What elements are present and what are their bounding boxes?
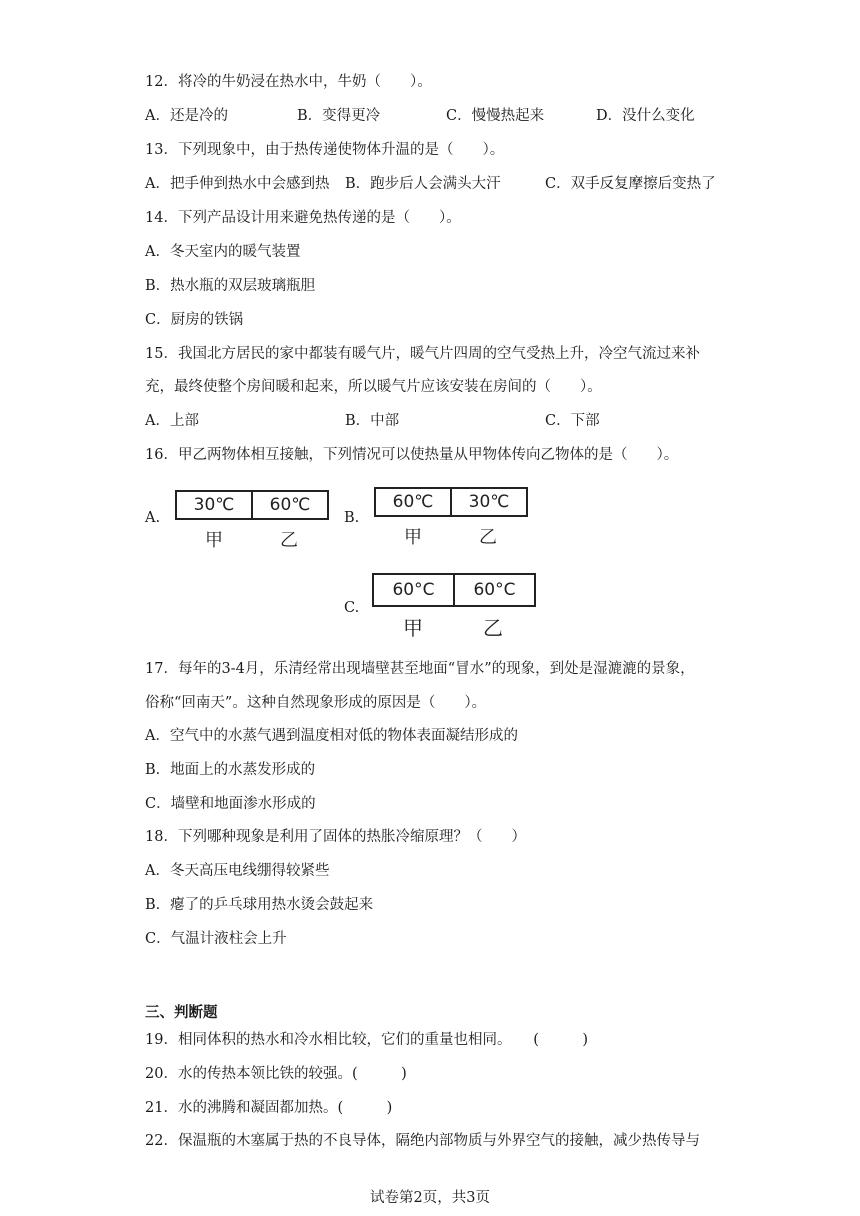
figure-b-label: B. (344, 510, 360, 526)
figure-c-right-temp: 60°C (453, 575, 534, 605)
question-21: 21．水的沸腾和凝固都加热。( ) (145, 1100, 393, 1116)
question-14-option-c: C．厨房的铁锅 (145, 312, 244, 328)
question-12-stem: 12．将冷的牛奶浸在热水中，牛奶（ ）。 (145, 74, 432, 90)
question-15-option-c: C．下部 (545, 413, 600, 429)
question-17-option-c: C．墙壁和地面渗水形成的 (145, 796, 316, 812)
question-14-stem: 14．下列产品设计用来避免热传递的是（ ）。 (145, 210, 461, 226)
question-16-stem: 16．甲乙两物体相互接触，下列情况可以使热量从甲物体传向乙物体的是（ ）。 (145, 447, 679, 463)
figure-c-box (372, 573, 536, 607)
figure-c-left-temp: 60°C (392, 580, 435, 600)
figure-a-left-name: 甲 (205, 530, 223, 551)
question-15-stem-line-1: 15．我国北方居民的家中都装有暖气片，暖气片四周的空气受热上升，冷空气流过来补 (145, 346, 700, 362)
figure-a-label: A. (145, 510, 161, 526)
question-19: 19．相同体积的热水和冷水相比较，它们的重量也相同。 ( ) (145, 1032, 589, 1048)
figure-b-right-temp: 30℃ (450, 489, 526, 515)
figure-b-left-temp: 60℃ (392, 492, 434, 512)
figure-b-box (374, 487, 528, 517)
question-18-option-b: B．瘪了的乒乓球用热水烫会鼓起来 (145, 897, 374, 913)
page-footer: 试卷第2页，共3页 (370, 1190, 490, 1206)
question-22-line-1: 22．保温瓶的木塞属于热的不良导体，隔绝内部物质与外界空气的接触，减少热传导与 (145, 1133, 700, 1149)
question-17-stem-line-2: 俗称“回南天”。这种自然现象形成的原因是（ ）。 (145, 695, 487, 711)
question-17-option-a: A．空气中的水蒸气遇到温度相对低的物体表面凝结形成的 (145, 728, 518, 744)
figure-c-label: C. (344, 600, 360, 616)
figure-a-right-name: 乙 (280, 530, 298, 551)
question-18-option-c: C．气温计液柱会上升 (145, 931, 287, 947)
question-12-option-b: B．变得更冷 (297, 108, 381, 124)
figure-a-left-temp: 30℃ (193, 495, 235, 515)
question-12-option-d: D．没什么变化 (596, 108, 695, 124)
question-14-option-a: A．冬天室内的暖气装置 (145, 244, 301, 260)
figure-c-left-name: 甲 (403, 616, 423, 640)
question-13-option-a: A．把手伸到热水中会感到热 (145, 176, 330, 192)
question-12-option-c: C．慢慢热起来 (446, 108, 545, 124)
section-3-title: 三、判断题 (145, 1005, 218, 1021)
figure-c-right-name: 乙 (483, 616, 503, 640)
figure-b-left-name: 甲 (404, 527, 422, 548)
question-18-option-a: A．冬天高压电线绷得较紧些 (145, 863, 330, 879)
figure-a-right-temp: 60℃ (251, 492, 327, 518)
question-17-option-b: B．地面上的水蒸发形成的 (145, 762, 316, 778)
question-13-option-c: C．双手反复摩擦后变热了 (545, 176, 716, 192)
question-15-stem-line-2: 充，最终使整个房间暖和起来，所以暖气片应该安装在房间的（ ）。 (145, 379, 602, 395)
question-20: 20．水的传热本领比铁的较强。( ) (145, 1066, 407, 1082)
figure-b-right-name: 乙 (479, 527, 497, 548)
question-18-stem: 18．下列哪种现象是利用了固体的热胀冷缩原理？（ ） (145, 829, 526, 845)
question-13-option-b: B．跑步后人会满头大汗 (345, 176, 501, 192)
question-17-stem-line-1: 17．每年的3-4月，乐清经常出现墙壁甚至地面“冒水”的现象，到处是湿漉漉的景象， (145, 661, 695, 677)
question-13-stem: 13．下列现象中，由于热传递使物体升温的是（ ）。 (145, 142, 505, 158)
question-15-option-b: B．中部 (345, 413, 400, 429)
question-15-option-a: A．上部 (145, 413, 199, 429)
question-12-option-a: A．还是冷的 (145, 108, 228, 124)
figure-a-box (175, 490, 329, 520)
question-14-option-b: B．热水瓶的双层玻璃瓶胆 (145, 278, 316, 294)
